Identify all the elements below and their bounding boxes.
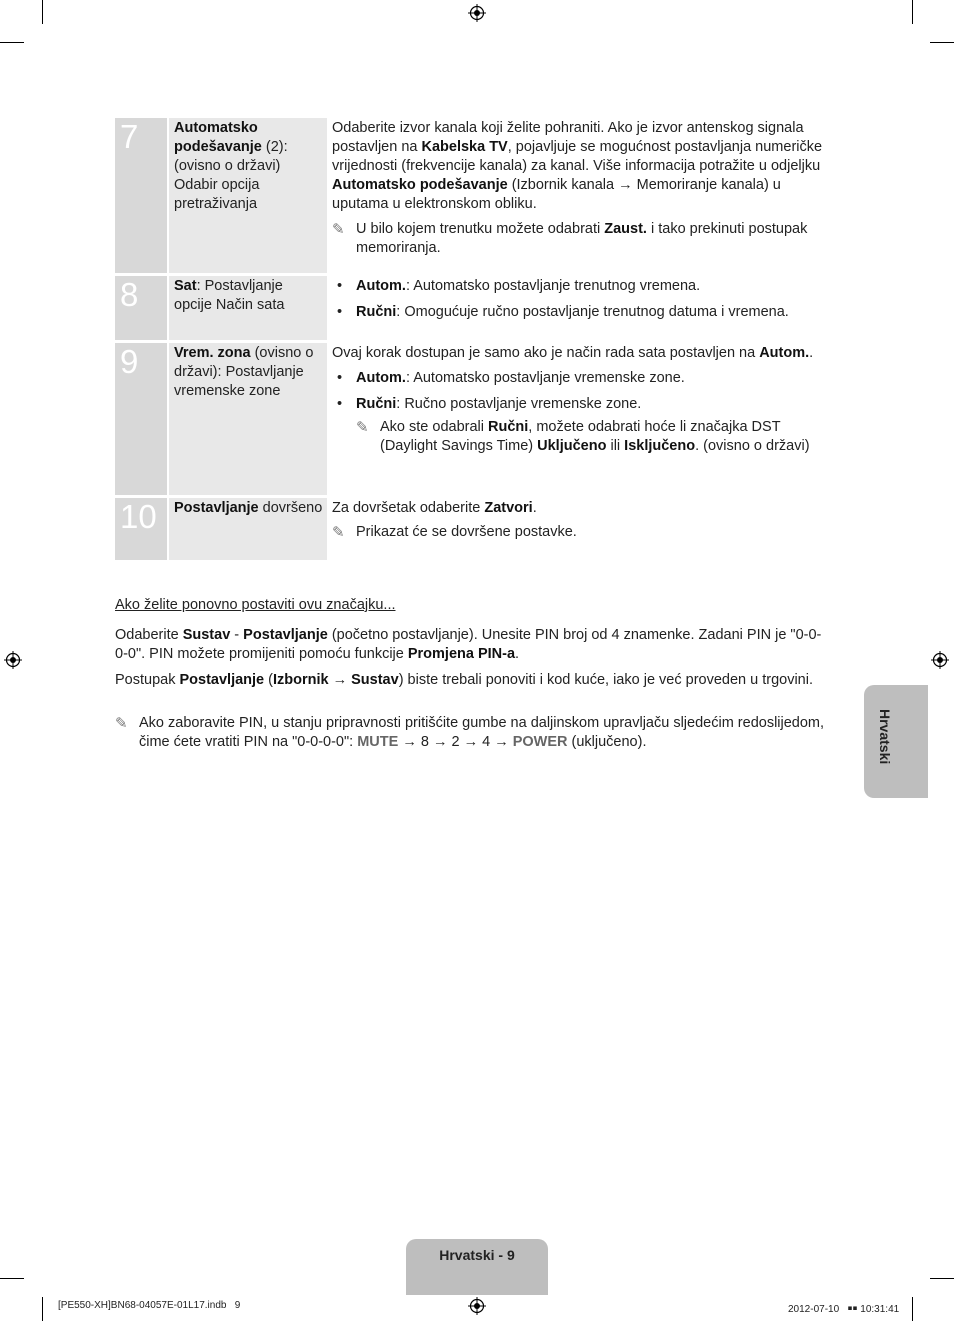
registration-mark-icon <box>468 1297 486 1315</box>
pencil-note-icon: ✎ <box>115 715 128 732</box>
step-number: 10 <box>115 498 167 560</box>
step-number: 8 <box>115 276 167 340</box>
reset-note: ✎ Ako zaboravite PIN, u stanju pripravnosti pritišćite gumbe na daljinskom upravljaču sljedećim redoslijedom, čime ćete vratiti PIN na "0-0-0-0": MUTE → 8 → 2 → 4 → POWER (uključeno). <box>115 715 825 750</box>
list-item: • Autom.: Automatsko postavljanje trenutnog vremena. <box>337 278 701 294</box>
step-description: Za dovršetak odaberite Zatvori. ✎ Prikazat će se dovršene postavke. <box>327 498 828 560</box>
reset-paragraph: Odaberite Sustav - Postavljanje (početno postavljanje). Unesite PIN broj od 4 znamenke. Zadani PIN je "0-0-0-0". PIN možete promijeniti pomoću funkcije Promjena PIN-a. <box>115 627 822 662</box>
table-row <box>115 343 828 495</box>
reset-heading: Ako želite ponovno postaviti ovu značajku... <box>115 597 396 613</box>
registration-mark-icon <box>4 651 22 669</box>
note: ✎ Prikazat će se dovršene postavke. <box>332 524 577 541</box>
crop-mark <box>930 42 954 43</box>
list-item: • Ručni: Omogućuje ručno postavljanje trenutnog datuma i vremena. <box>337 304 789 320</box>
crop-mark <box>42 0 43 24</box>
step-number: 7 <box>115 118 167 273</box>
page-number-tab: Hrvatski - 9 <box>406 1239 548 1295</box>
print-file-info: [PE550-XH]BN68-04057E-01L17.indb 9 <box>58 1300 241 1311</box>
crop-mark <box>930 1278 954 1279</box>
list-item: • Autom.: Automatsko postavljanje vremenske zone. <box>337 370 685 386</box>
note: ✎ Ako ste odabrali Ručni, možete odabrati hoće li značajka DST (Daylight Savings Time) Uključeno ili Isključeno. (ovisno o državi) <box>356 419 810 454</box>
pencil-note-icon: ✎ <box>332 221 345 238</box>
crop-mark <box>912 1297 913 1321</box>
step-description: Odaberite izvor kanala koji želite pohraniti. Ako je izvor antenskog signala postavljen na Kabelska TV, pojavljuje se mogućnost postavljanja numeričke vrijednosti (frekvencije kanala) za kanal. Više informacija potražite u odjeljku Automatsko podešavanje (Izbornik kanala → Memoriranje kanala) u uputama u elektronskom obliku. ✎ U bilo kojem trenutku možete odabrati Zaust. i tako prekinuti postupak memoriranja. <box>327 118 828 273</box>
pencil-note-icon: ✎ <box>332 524 345 541</box>
step-title: Postavljanje dovršeno <box>169 498 327 560</box>
setup-steps-table <box>115 118 828 563</box>
table-row <box>115 498 828 560</box>
crop-mark <box>912 0 913 24</box>
print-timestamp: 2012-07-10 ￭￭ 10:31:41 <box>788 1304 900 1315</box>
step-description: Ovaj korak dostupan je samo ako je način rada sata postavljen na Autom.. • Autom.: Automatsko postavljanje vremenske zone. • Ručni: Ručno postavljanje vremenske zone. ✎ Ako ste odabrali Ručni, možete odabrati hoće li značajka DST (Daylight Savings Time) Uključeno ili Isključeno. (ovisno o državi) <box>327 343 828 495</box>
table-row <box>115 276 828 340</box>
step-title: Automatsko podešavanje (2): (ovisno o državi) Odabir opcija pretraživanja <box>169 118 327 273</box>
table-row <box>115 118 828 273</box>
step-description <box>327 276 828 340</box>
crop-mark <box>42 1297 43 1321</box>
list-item: • Ručni: Ručno postavljanje vremenske zone. <box>337 396 642 412</box>
crop-mark <box>0 42 24 43</box>
pencil-note-icon: ✎ <box>356 419 369 436</box>
registration-mark-icon <box>468 4 486 22</box>
step-title: Vrem. zona (ovisno o državi): Postavljanje vremenske zone <box>169 343 327 495</box>
step-number: 9 <box>115 343 167 495</box>
language-side-tab: Hrvatski <box>864 685 928 798</box>
note: ✎ U bilo kojem trenutku možete odabrati Zaust. i tako prekinuti postupak memoriranja. <box>332 221 808 256</box>
reset-paragraph: Postupak Postavljanje (Izbornik → Sustav) biste trebali ponoviti i kod kuće, iako je već proveden u trgovini. <box>115 672 813 688</box>
crop-mark <box>0 1278 24 1279</box>
step-title: Sat: Postavljanje opcije Način sata <box>169 276 327 340</box>
registration-mark-icon <box>931 651 949 669</box>
